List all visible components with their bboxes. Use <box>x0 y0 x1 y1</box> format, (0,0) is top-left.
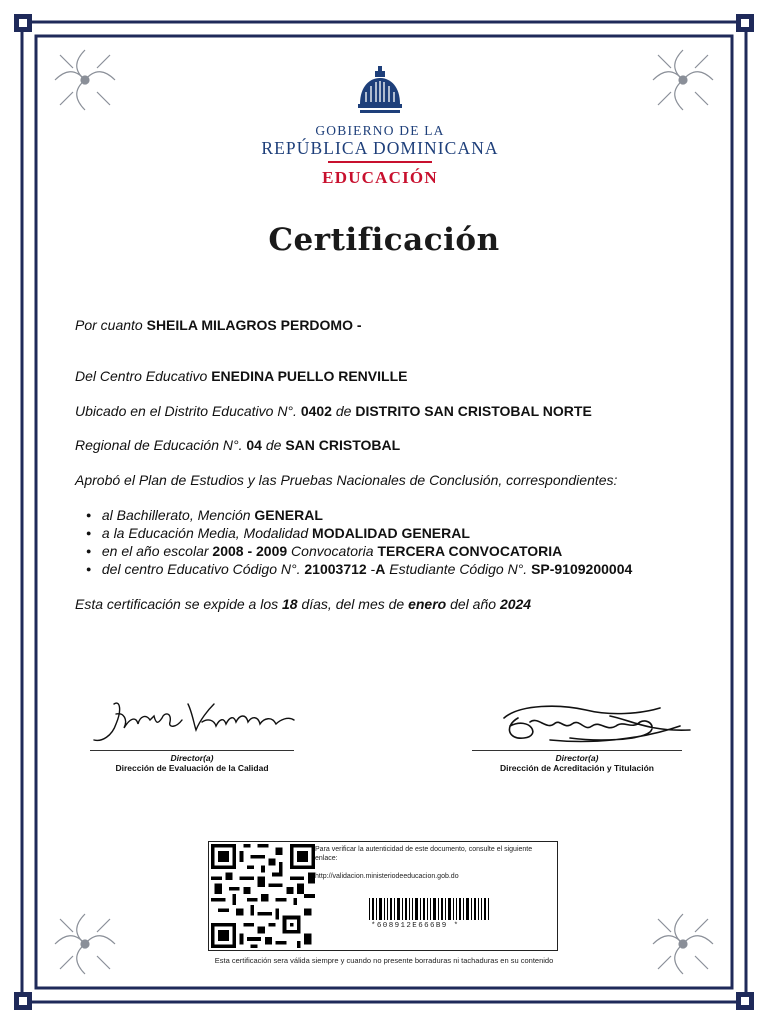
bullet-icon: ● <box>86 510 92 520</box>
district-prefix: Ubicado en el Distrito Educativo N°. <box>75 403 297 419</box>
district-line <box>75 403 592 419</box>
modality-value: MODALIDAD GENERAL <box>312 525 470 541</box>
regional-number: 04 <box>246 437 262 453</box>
student-prefix: Por cuanto <box>75 317 143 333</box>
left-signature-block <box>90 753 294 773</box>
list-item <box>86 561 632 579</box>
bullet-icon: ● <box>86 528 92 538</box>
verification-link[interactable]: http://validacion.ministeriodeeducacion.gob.do <box>315 873 459 880</box>
issue-line <box>75 596 531 612</box>
student-code-label: Estudiante Código N°. <box>389 561 528 577</box>
left-signature-line <box>90 750 294 751</box>
issue-month: enero <box>408 596 447 612</box>
convocatoria-label: Convocatoria <box>291 543 374 559</box>
left-signer-dept: Dirección de Evaluación de la Calidad <box>115 763 269 773</box>
right-signer-role: Director(a) <box>555 753 599 763</box>
regional-name: SAN CRISTOBAL <box>285 437 401 453</box>
logo-republica-text: REPÚBLICA DOMINICANA <box>261 138 499 158</box>
school-year-value: 2008 - 2009 <box>212 543 288 559</box>
bullet-icon: ● <box>86 564 92 574</box>
district-number: 0402 <box>300 403 332 419</box>
list-item <box>86 525 632 543</box>
center-prefix: Del Centro Educativo <box>75 368 208 384</box>
center-code-value: 21003712 <box>304 561 367 577</box>
school-year-label: en el año escolar <box>101 543 209 559</box>
list-item <box>86 507 632 525</box>
issue-day: 18 <box>282 596 298 612</box>
student-name: SHEILA MILAGROS PERDOMO - <box>146 317 362 333</box>
logo-educacion-text: EDUCACIÓN <box>322 168 438 187</box>
issue-mid: días, del mes de <box>301 596 405 612</box>
issue-year: 2024 <box>499 596 532 612</box>
ministry-logo <box>210 62 550 194</box>
approval-line <box>75 472 617 488</box>
convocatoria-value: TERCERA CONVOCATORIA <box>377 543 563 559</box>
left-signature-image <box>84 690 314 750</box>
certificate-title: Certificación <box>268 222 500 258</box>
student-line <box>75 317 362 333</box>
student-code-value: SP-9109200004 <box>531 561 633 577</box>
logo-gobierno-text: GOBIERNO DE LA <box>315 123 445 138</box>
qr-code-icon[interactable] <box>211 844 315 948</box>
barcode-icon <box>369 898 489 920</box>
barcode-number: *608912E666B9 * <box>371 922 460 930</box>
district-name: DISTRITO SAN CRISTOBAL NORTE <box>355 403 592 419</box>
verification-box <box>208 841 558 951</box>
issue-prefix: Esta certificación se expide a los <box>75 596 279 612</box>
issue-year-label: del año <box>450 596 497 612</box>
mention-label: al Bachillerato, Mención <box>101 507 251 523</box>
mention-value: GENERAL <box>254 507 323 523</box>
right-signature-line <box>472 750 682 751</box>
program-list <box>86 507 632 579</box>
center-name: ENEDINA PUELLO RENVILLE <box>211 368 408 384</box>
regional-line <box>75 437 400 453</box>
center-code-letter: A <box>375 561 386 577</box>
regional-de: de <box>265 437 282 453</box>
district-de: de <box>335 403 352 419</box>
center-line <box>75 368 407 384</box>
verification-instructions: Para verificar la autenticidad de este documento, consulte el siguiente enlace: <box>315 846 533 862</box>
right-signature-image <box>490 696 700 750</box>
dome-icon <box>358 66 402 116</box>
list-item <box>86 543 632 561</box>
logo-divider <box>328 161 432 163</box>
code-dash: - <box>370 561 376 577</box>
modality-label: a la Educación Media, Modalidad <box>101 525 309 541</box>
validity-note: Esta certificación sera válida siempre y cuando no presente borraduras ni tachaduras en su contenido <box>214 956 554 965</box>
left-signer-role: Director(a) <box>170 753 214 763</box>
approval-text: Aprobó el Plan de Estudios y las Pruebas Nacionales de Conclusión, correspondientes: <box>75 472 618 488</box>
bullet-icon: ● <box>86 546 92 556</box>
regional-prefix: Regional de Educación N°. <box>75 437 243 453</box>
right-signer-dept: Dirección de Acreditación y Titulación <box>500 763 654 773</box>
right-signature-block <box>472 753 682 773</box>
center-code-label: del centro Educativo Código N°. <box>101 561 301 577</box>
